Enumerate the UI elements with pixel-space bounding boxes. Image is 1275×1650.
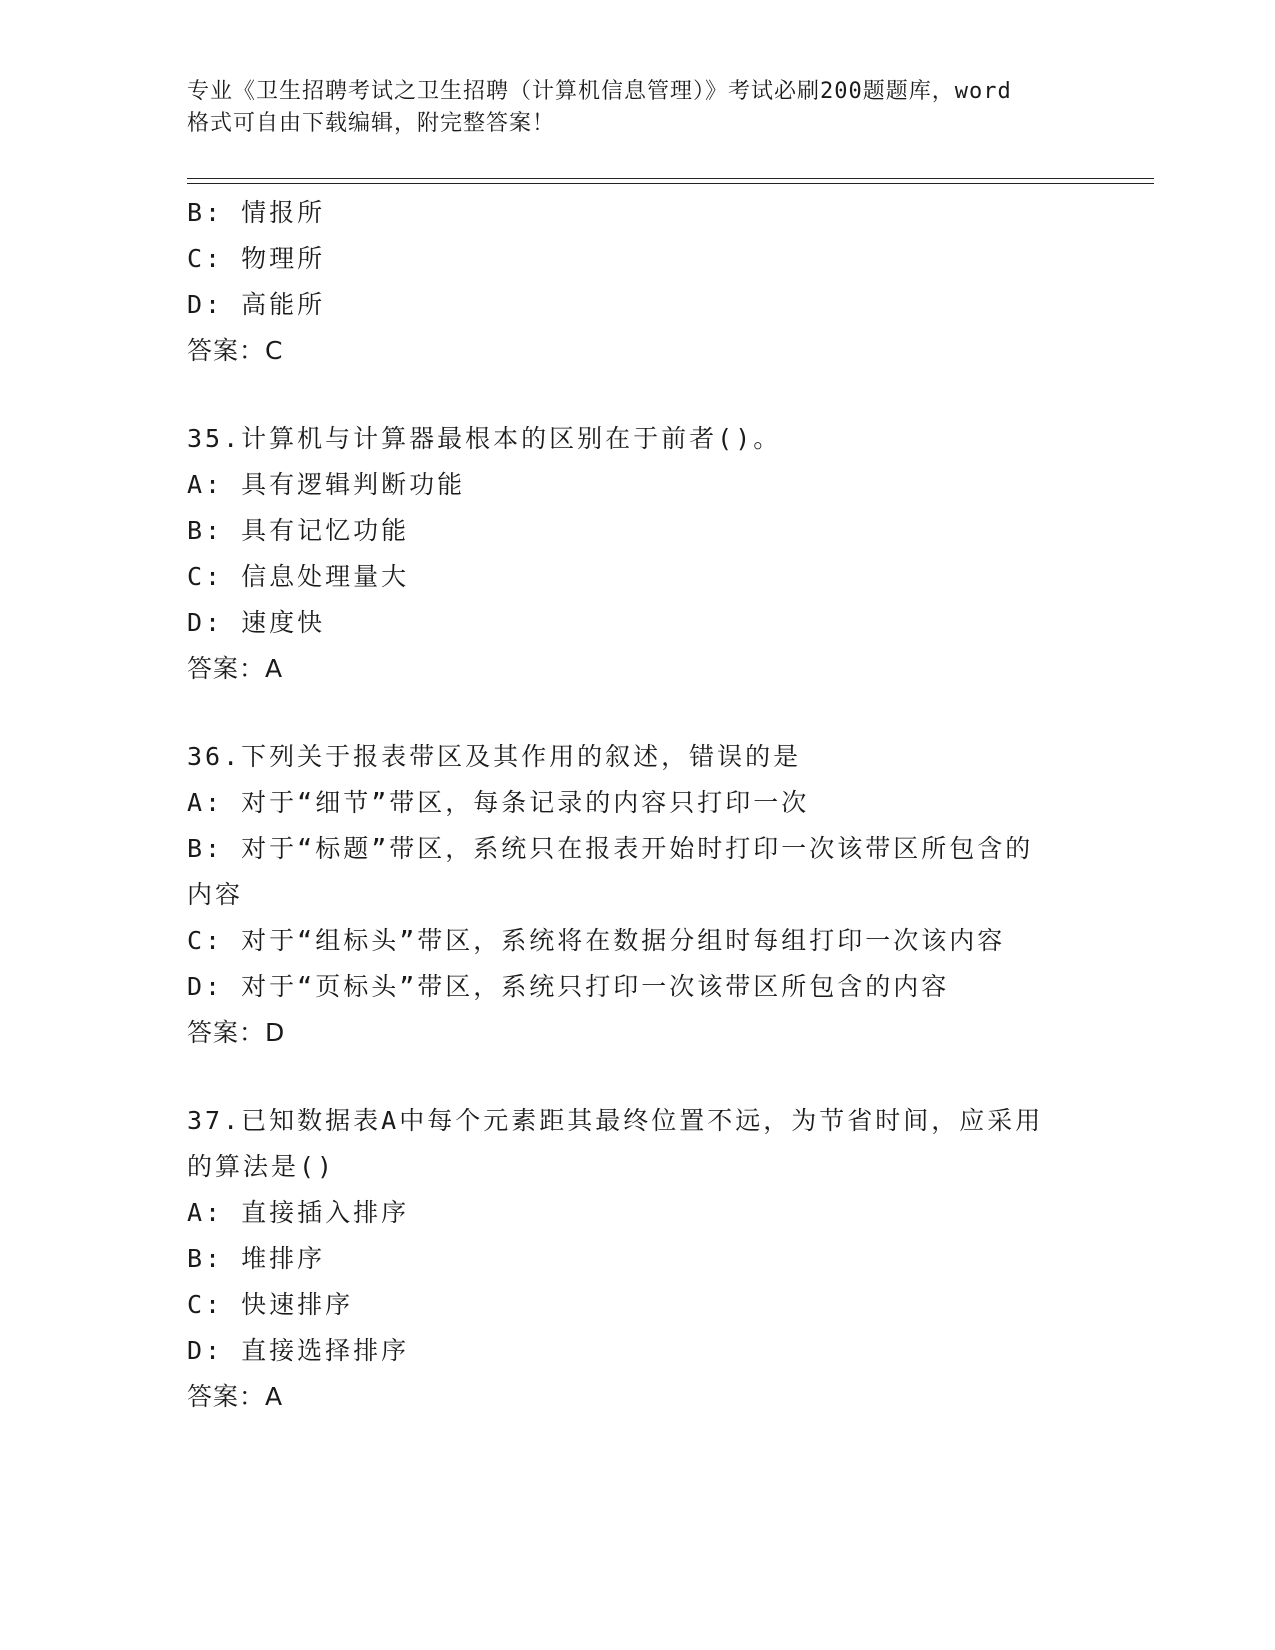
option-d: D: 高能所: [187, 290, 326, 319]
option-c: C: 对于“组标头”带区，系统将在数据分组时每组打印一次该内容: [187, 926, 1006, 955]
option-b: B: 堆排序: [187, 1244, 326, 1273]
question-block-36: [187, 734, 1087, 1056]
question-block-35: [187, 416, 1087, 692]
option-b: B: 情报所: [187, 198, 326, 227]
option-c: C: 物理所: [187, 244, 326, 273]
spacer: [187, 374, 1087, 416]
answer-line: 答案：A: [187, 654, 284, 683]
spacer: [187, 692, 1087, 734]
answer-line: 答案：D: [187, 1018, 286, 1047]
question-stem-line-1: 37.已知数据表A中每个元素距其最终位置不远，为节省时间，应采用: [187, 1106, 1044, 1135]
question-block-37: [187, 1098, 1087, 1420]
question-stem-line-2: 的算法是(): [187, 1152, 336, 1181]
question-list: [187, 190, 1087, 1420]
spacer: [187, 1056, 1087, 1098]
option-c: C: 信息处理量大: [187, 562, 410, 591]
option-d: D: 直接选择排序: [187, 1336, 410, 1365]
option-d: D: 速度快: [187, 608, 326, 637]
header-divider-bottom: [187, 183, 1154, 184]
answer-line: 答案：C: [187, 336, 284, 365]
option-c: C: 快速排序: [187, 1290, 354, 1319]
header-line-1: 专业《卫生招聘考试之卫生招聘（计算机信息管理）》考试必刷200题题库，word: [187, 79, 1012, 104]
option-b-continued: 内容: [187, 880, 244, 909]
header-line-2: 格式可自由下载编辑，附完整答案！: [187, 111, 556, 136]
question-block-prev: [187, 190, 1087, 374]
question-stem: 36.下列关于报表带区及其作用的叙述，错误的是: [187, 742, 802, 771]
option-b: B: 具有记忆功能: [187, 516, 410, 545]
option-a: A: 具有逻辑判断功能: [187, 470, 466, 499]
option-a: A: 对于“细节”带区，每条记录的内容只打印一次: [187, 788, 810, 817]
header-divider-top: [187, 178, 1154, 179]
option-d: D: 对于“页标头”带区，系统只打印一次该带区所包含的内容: [187, 972, 950, 1001]
question-stem: 35.计算机与计算器最根本的区别在于前者()。: [187, 424, 782, 453]
option-a: A: 直接插入排序: [187, 1198, 410, 1227]
option-b: B: 对于“标题”带区，系统只在报表开始时打印一次该带区所包含的: [187, 834, 1034, 863]
document-header: [187, 76, 1087, 140]
answer-line: 答案：A: [187, 1382, 284, 1411]
